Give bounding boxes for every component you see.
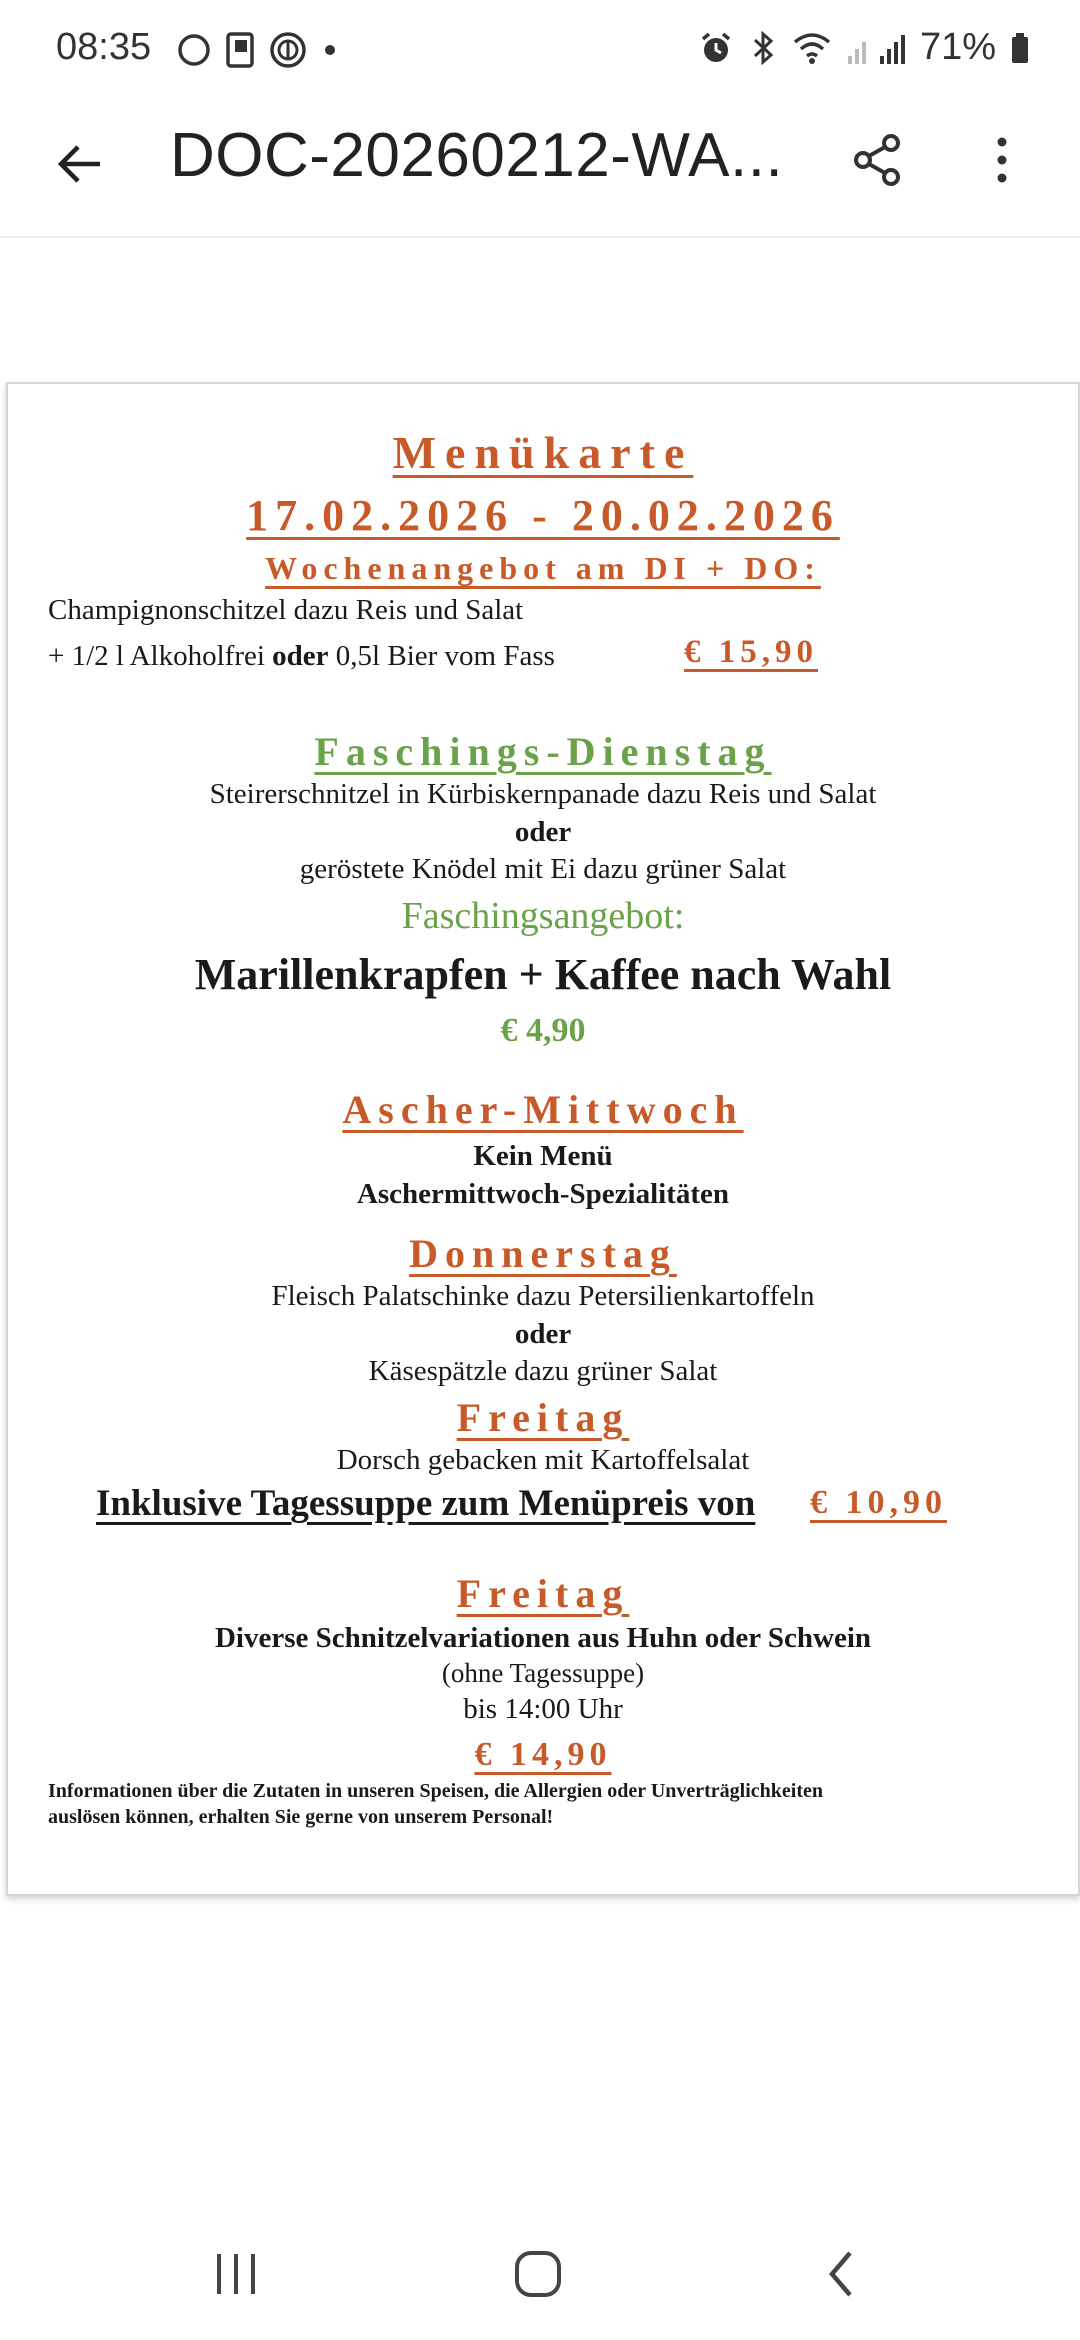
recents-button[interactable] <box>186 2234 286 2314</box>
tuesday-or: oder <box>514 816 572 848</box>
alarm-icon <box>698 30 734 66</box>
soup-note: Inklusive Tagessuppe zum Menüpreis von <box>96 1483 756 1524</box>
back-nav-icon <box>822 2248 862 2300</box>
thursday-heading: Donnerstag <box>409 1231 677 1276</box>
circle-icon <box>176 32 212 68</box>
more-vert-icon <box>992 132 1012 188</box>
friday2-price: € 14,90 <box>474 1736 612 1773</box>
weekly-dish: Champignonschitzel dazu Reis und Salat <box>48 594 524 626</box>
battery-percent: 71% <box>919 26 996 68</box>
back-nav-button[interactable] <box>792 2234 892 2314</box>
wednesday-heading: Ascher-Mittwoch <box>342 1087 744 1132</box>
status-left-icons <box>176 30 342 70</box>
share-button[interactable] <box>842 124 914 196</box>
sim-icon <box>222 30 258 70</box>
wednesday-line-2: Aschermittwoch-Spezialitäten <box>356 1178 730 1210</box>
signal-icon <box>846 30 906 66</box>
soup-price: € 10,90 <box>810 1484 947 1521</box>
back-button[interactable] <box>44 128 116 200</box>
footer-line-2: auslösen können, erhalten Sie gerne von unserem Personal! <box>48 1806 554 1828</box>
status-time: 08:35 <box>56 26 152 68</box>
friday2-line-2: (ohne Tagessuppe) <box>441 1658 645 1688</box>
document-page[interactable] <box>6 382 1080 1896</box>
back-arrow-icon <box>52 136 108 192</box>
app-bar <box>0 100 1080 238</box>
share-icon <box>849 131 907 189</box>
nfc-icon <box>268 30 308 70</box>
home-button[interactable] <box>488 2234 588 2314</box>
friday2-line-1: Diverse Schnitzelvariationen aus Huhn oder Schwein <box>214 1622 872 1654</box>
wednesday-line-1: Kein Menü <box>473 1140 613 1172</box>
thursday-or: oder <box>514 1318 572 1350</box>
bluetooth-icon <box>748 30 778 66</box>
tuesday-dish-1: Steirerschnitzel in Kürbiskernpanade dazu Reis und Salat <box>209 778 877 810</box>
battery-icon <box>1010 30 1030 66</box>
weekly-drink <box>48 640 555 673</box>
home-icon <box>512 2248 564 2300</box>
wifi-icon <box>792 30 832 66</box>
status-bar <box>0 0 1080 100</box>
menu-title: Menükarte <box>392 427 694 478</box>
footer-line-1: Informationen über die Zutaten in unseren Speisen, die Allergien oder Unverträglichkeiten <box>48 1780 824 1802</box>
weekly-drink-part2: 0,5l Bier vom Fass <box>328 640 555 672</box>
friday-dish: Dorsch gebacken mit Kartoffelsalat <box>336 1444 750 1476</box>
friday-heading: Freitag <box>456 1395 630 1440</box>
document-title: DOC-20260212-WA... <box>170 121 784 190</box>
navigation-bar <box>0 2200 1080 2340</box>
status-right-icons <box>698 26 1030 69</box>
friday2-heading: Freitag <box>456 1571 630 1616</box>
weekly-price: € 15,90 <box>684 634 818 670</box>
recents-icon <box>211 2251 261 2297</box>
friday2-line-3: bis 14:00 Uhr <box>463 1693 623 1725</box>
more-options-button[interactable] <box>966 124 1038 196</box>
weekly-drink-part1: + 1/2 l Alkoholfrei <box>48 640 273 672</box>
thursday-dish-1: Fleisch Palatschinke dazu Petersilienkartoffeln <box>271 1280 815 1312</box>
tuesday-heading: Faschings-Dienstag <box>314 729 772 774</box>
dot-icon <box>318 38 342 62</box>
weekly-heading: Wochenangebot am DI + DO: <box>265 550 821 586</box>
carnival-heading: Faschingsangebot: <box>401 895 685 937</box>
carnival-offer: Marillenkrapfen + Kaffee nach Wahl <box>194 950 892 999</box>
carnival-price: € 4,90 <box>500 1012 586 1049</box>
tuesday-dish-2: geröstete Knödel mit Ei dazu grüner Salat <box>299 853 787 885</box>
weekly-drink-or: oder <box>272 640 329 672</box>
thursday-dish-2: Käsespätzle dazu grüner Salat <box>368 1355 718 1387</box>
menu-dates: 17.02.2026 - 20.02.2026 <box>246 491 840 540</box>
